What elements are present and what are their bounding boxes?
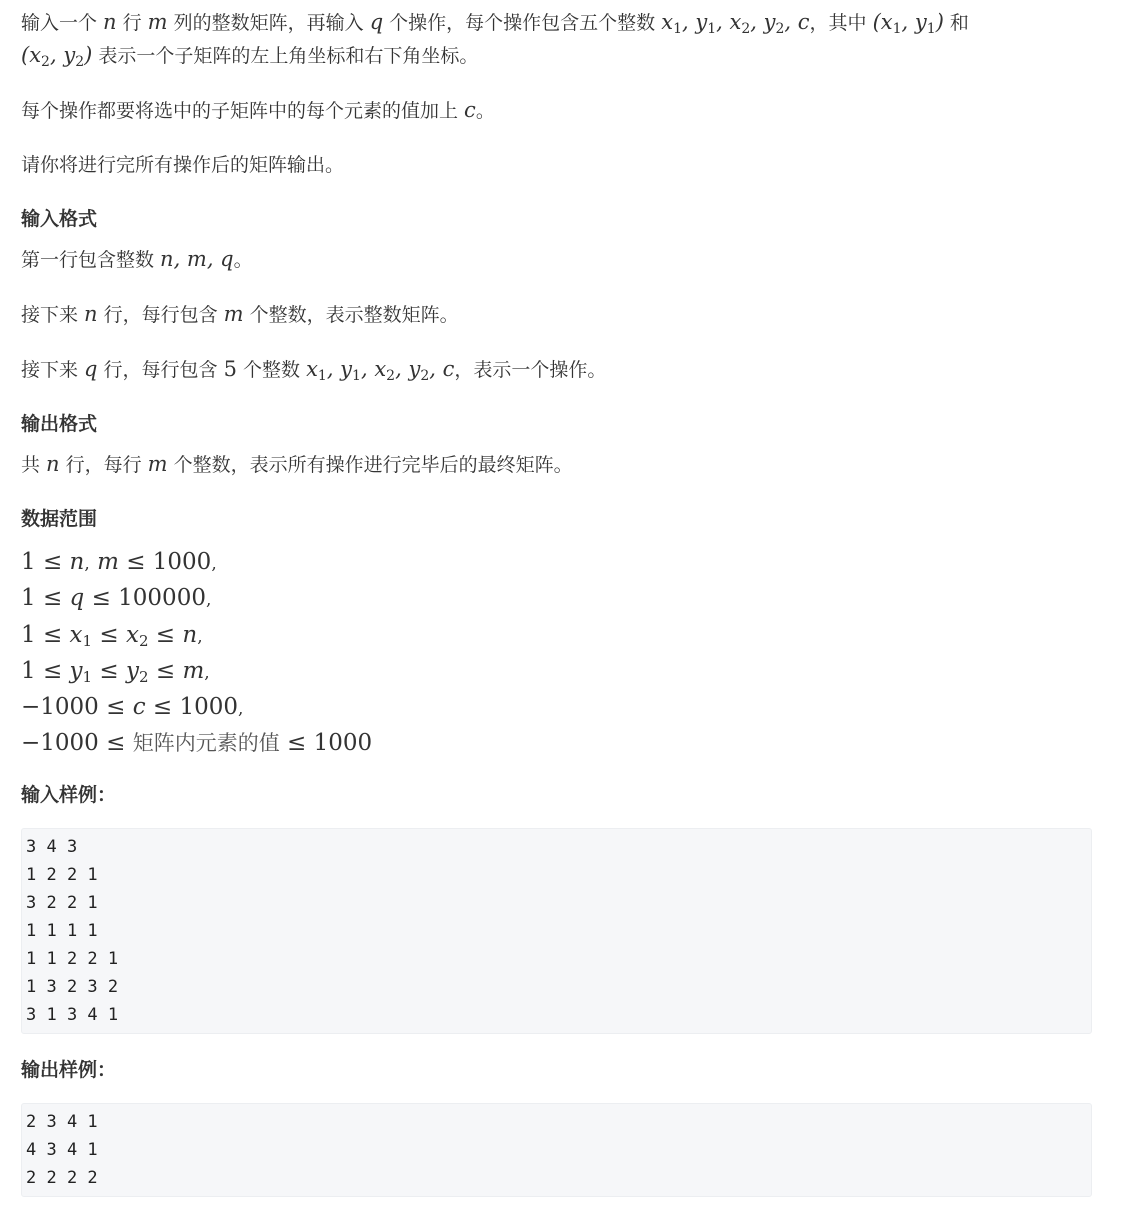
bottom-right-coordinate: ($x_2$, $y_2$) bbox=[21, 43, 93, 70]
input-format-line-1: 第一行包含整数 n, m, q。 bbox=[21, 247, 253, 271]
data-range-line: −1000 ≤ c ≤ 1000, bbox=[21, 694, 244, 721]
output-format-heading: 输出格式 bbox=[21, 413, 98, 435]
var-m: m bbox=[147, 10, 168, 34]
sample-output-code: 2 3 4 1 4 3 4 1 2 2 2 2 bbox=[21, 1103, 1092, 1197]
operation-description: 每个操作都要将选中的子矩阵中的每个元素的值加上 c。 bbox=[21, 98, 495, 122]
var-n: n bbox=[103, 10, 117, 34]
var-q: q bbox=[369, 10, 384, 34]
data-range-line: $1 \le y_1 \le y_2 \le m$, bbox=[21, 657, 210, 686]
data-range-list bbox=[21, 545, 1092, 761]
output-request: 请你将进行完所有操作后的矩阵输出。 bbox=[21, 154, 345, 176]
data-range-line: 1 ≤ n, m ≤ 1000, bbox=[21, 549, 217, 575]
sample-input-heading: 输入样例： bbox=[21, 783, 117, 806]
data-range-heading: 数据范围 bbox=[21, 508, 98, 530]
problem-statement bbox=[21, 6, 1092, 1197]
problem-intro: 输入一个 n 行 m 列的整数矩阵，再输入 q 个操作，每个操作包含五个整数 $x_1$, $y_1$, $x_2$, $y_2$, c，其中 ($x_1$, $y_1$) 和 ($x_2$, $y_2$) 表示一个子矩阵的左上角坐标和右下角坐标。 bbox=[21, 10, 969, 70]
operation-params: $x_1$, $y_1$, $x_2$, $y_2$, c bbox=[661, 10, 810, 37]
var-c: c bbox=[464, 98, 476, 122]
sample-output-heading: 输出样例： bbox=[21, 1058, 117, 1081]
output-format-line: 共 n 行，每行 m 个整数，表示所有操作进行完毕后的最终矩阵。 bbox=[21, 452, 573, 476]
input-format-line-2: 接下来 n 行，每行包含 m 个整数，表示整数矩阵。 bbox=[21, 302, 459, 326]
data-range-line: −1000 ≤ 矩阵内元素的值 ≤ 1000 bbox=[21, 730, 373, 757]
input-format-heading: 输入格式 bbox=[21, 208, 98, 230]
data-range-line: 1 ≤ q ≤ 100000, bbox=[21, 585, 212, 612]
input-format-line-3: 接下来 q 行，每行包含 5 个整数 $x_1$, $y_1$, $x_2$, $y_2$, c，表示一个操作。 bbox=[21, 357, 607, 384]
top-left-coordinate: ($x_1$, $y_1$) bbox=[872, 10, 944, 37]
sample-input-code: 3 4 3 1 2 2 1 3 2 2 1 1 1 1 1 1 1 2 2 1 1 3 2 3 2 3 1 3 4 1 bbox=[21, 828, 1092, 1034]
data-range-line: $1 \le x_1 \le x_2 \le n$, bbox=[21, 621, 203, 650]
